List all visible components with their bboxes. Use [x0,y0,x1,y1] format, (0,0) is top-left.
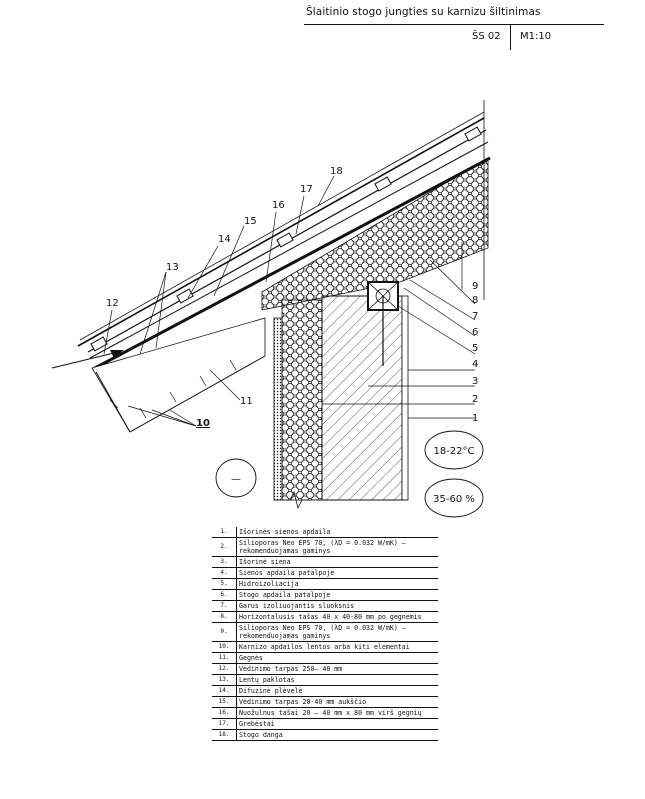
callout-15: 15 [244,216,257,227]
legend-row [212,642,438,653]
callout-3: 3 [472,376,479,387]
legend-text: Išorinė siena [237,557,439,568]
callout-10: 10 [196,418,210,429]
legend-text: Karnizo apdailos lentos arba kiti elementai [237,642,439,653]
legend-text: Silioporas Neo EPS 70, (λD = 0.032 W/mK) – rekomenduojamas gaminys [237,623,439,642]
legend-number: 10. [212,642,237,653]
legend-text: Vėdinimo tarpas 20-40 mm aukščio [237,697,439,708]
legend-number: 6. [212,590,237,601]
legend-number: 12. [212,664,237,675]
legend-number: 11. [212,653,237,664]
legend-row [212,538,438,557]
scale-code: M1:10 [520,31,552,42]
legend-table [212,527,438,741]
callout-11: 11 [240,396,253,407]
legend-text: Išorinės sienos apdaila [237,527,439,538]
callout-18: 18 [330,166,343,177]
legend-text: Stogo apdaila patalpoje [237,590,439,601]
temperature-label: 18-22°C [433,446,475,457]
exterior-finish [274,318,282,500]
callout-9: 9 [472,281,479,292]
legend-number: 9. [212,623,237,642]
legend-row [212,527,438,538]
legend-text: Difuzinė plėvelė [237,686,439,697]
callout-1: 1 [472,413,479,424]
legend-number: 7. [212,601,237,612]
legend-row [212,623,438,642]
legend-row [212,590,438,601]
legend-text: Lentų paklotas [237,675,439,686]
callout-6: 6 [472,327,479,338]
legend-text: Gegnės [237,653,439,664]
callout-2: 2 [472,394,479,405]
legend-number: 16. [212,708,237,719]
legend-row [212,675,438,686]
legend-text: Hidroizoliacija [237,579,439,590]
minus-sign: — [231,474,241,485]
callout-4: 4 [472,359,479,370]
legend-row [212,664,438,675]
wall-insulation [282,300,322,500]
legend-text: Garus izoliuojantis sluoksnis [237,601,439,612]
callout-13: 13 [166,262,179,273]
callout-12: 12 [106,298,119,309]
drawing-title: Šlaitinio stogo jungties su karnizu šiltinimas [306,6,541,18]
legend-text: Vėdinimo tarpas 250– 40 mm [237,664,439,675]
legend-number: 4. [212,568,237,579]
legend-number: 2. [212,538,237,557]
legend-number: 14. [212,686,237,697]
legend-text: Horizontalusis tašas 40 x 40-80 mm po gegnemis [237,612,439,623]
sheet-code: ŠS 02 [472,31,501,42]
legend-text: Stogo danga [237,730,439,741]
legend-row [212,568,438,579]
legend-text: Sienos apdaila patalpoje [237,568,439,579]
callout-5: 5 [472,343,479,354]
legend-row [212,730,438,741]
legend-text: Nuožulnus tašai 20 – 40 mm x 80 mm virš gegnių [237,708,439,719]
legend-text: Silioporas Neo EPS 70, (λD = 0.032 W/mK) – rekomenduojamas gaminys [237,538,439,557]
legend-row [212,653,438,664]
legend-number: 8. [212,612,237,623]
callout-16: 16 [272,200,285,211]
legend-number: 3. [212,557,237,568]
legend-number: 15. [212,697,237,708]
callout-7: 7 [472,311,479,322]
legend-number: 17. [212,719,237,730]
legend-row [212,708,438,719]
legend-row [212,579,438,590]
humidity-label: 35-60 % [433,494,475,505]
legend-row [212,612,438,623]
legend-row [212,697,438,708]
legend-number: 5. [212,579,237,590]
legend-number: 1. [212,527,237,538]
legend-number: 13. [212,675,237,686]
legend-row [212,601,438,612]
callout-17: 17 [300,184,313,195]
callout-14: 14 [218,234,231,245]
legend-row [212,719,438,730]
interior-finish [402,296,408,500]
legend-text: Grebėstai [237,719,439,730]
exterior-wall [322,296,402,500]
legend-row [212,557,438,568]
legend-number: 18. [212,730,237,741]
callout-8: 8 [472,295,479,306]
legend-row [212,686,438,697]
